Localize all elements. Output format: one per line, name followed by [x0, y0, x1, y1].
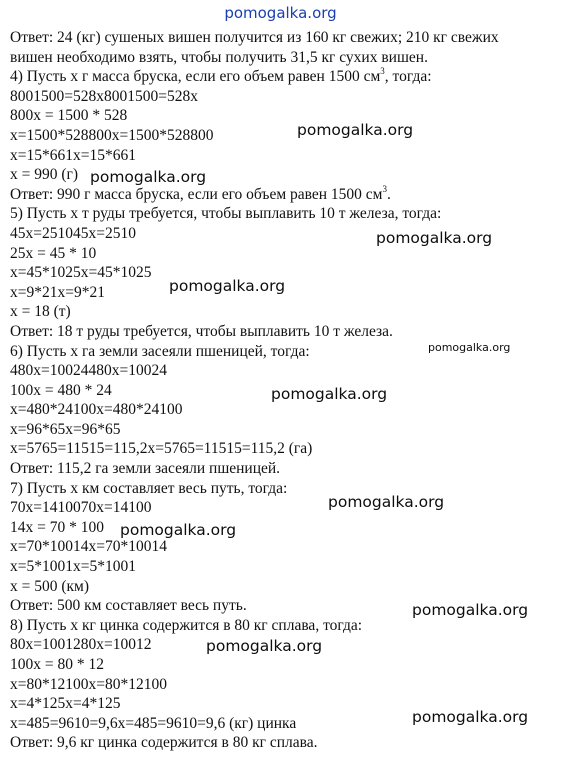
watermark: pomogalka.org: [428, 341, 511, 354]
line-text: 80x=1001280x=10012: [10, 636, 152, 654]
text-line: [10, 537, 555, 557]
line-text: x=5*1001x=5*1001: [10, 558, 136, 576]
line-text: Ответ: 115,2 га земли засеяли пшеницей.: [10, 460, 281, 478]
watermark: pomogalka.org: [297, 121, 414, 139]
text-line: [10, 361, 555, 381]
line-text: 6) Пусть х га земли засеяли пшеницей, тогда:: [10, 342, 310, 360]
line-text: x=485=9610=9,6x=485=9610=9,6 (кг) цинка: [10, 714, 297, 732]
text-line: [10, 322, 555, 342]
superscript: 3: [380, 66, 385, 77]
text-line: [10, 48, 555, 68]
line-text: 100x = 480 * 24: [10, 381, 112, 399]
watermark: pomogalka.org: [376, 229, 493, 247]
watermark: pomogalka.org: [169, 277, 286, 295]
line-text: Ответ: 500 км составляет весь путь.: [10, 597, 247, 615]
line-text: 5) Пусть х т руды требуется, чтобы выплавить 10 т железа, тогда:: [10, 205, 442, 223]
watermark: pomogalka.org: [271, 385, 388, 403]
line-text: Ответ: 24 (кг) сушеных вишен получится из 160 кг свежих; 210 кг свежих: [10, 29, 499, 46]
line-text: x = 500 (км): [10, 577, 90, 595]
line-text: Ответ: 990 г масса бруска, если его объем равен 1500 см: [10, 185, 383, 203]
line-text: вишен необходимо взять, чтобы получить 31,5 кг сухих вишен.: [10, 48, 428, 66]
text-line: [10, 675, 555, 695]
line-text: 8001500=528x8001500=528x: [10, 87, 198, 105]
text-line: [10, 204, 555, 224]
text-line: [10, 106, 555, 126]
text-line: [10, 518, 555, 538]
watermark: pomogalka.org: [120, 521, 237, 539]
line-text: Ответ: 9,6 кг цинка содержится в 80 кг сплава.: [10, 734, 318, 752]
line-text: 45x=251045x=2510: [10, 224, 136, 242]
line-text: x=96*65x=96*65: [10, 420, 121, 438]
line-text: 25x = 45 * 10: [10, 244, 97, 262]
watermark: pomogalka.org: [412, 708, 529, 726]
text-line: [10, 733, 555, 753]
text-line: [10, 439, 555, 459]
superscript: 3: [382, 183, 387, 194]
text-line: [10, 498, 555, 518]
line-text: 4) Пусть х г масса бруска, если его объем равен 1500 см: [10, 68, 381, 86]
text-line: [10, 146, 555, 166]
line-text: x=9*21x=9*21: [10, 283, 105, 301]
line-text: 480x=10024480x=10024: [10, 362, 167, 380]
line-text: x = 990 (г): [10, 166, 79, 184]
line-text: x=4*125x=4*125: [10, 695, 121, 713]
line-text: x=1500*528800x=1500*528800: [10, 126, 214, 144]
line-text: .: [386, 185, 391, 203]
text-line: [10, 577, 555, 597]
line-text: x=80*12100x=80*12100: [10, 675, 167, 693]
line-text: x=15*661x=15*661: [10, 146, 136, 164]
line-text: x=70*10014x=70*10014: [10, 538, 167, 556]
line-text: 8) Пусть х кг цинка содержится в 80 кг сплава, тогда:: [10, 616, 363, 634]
line-text: 14x = 70 * 100: [10, 518, 104, 536]
line-text: Ответ: 18 т руды требуется, чтобы выплавить 10 т железа.: [10, 322, 393, 340]
line-text: , тогда:: [384, 68, 432, 86]
line-text: x=480*24100x=480*24100: [10, 401, 183, 419]
watermark: pomogalka.org: [412, 601, 529, 619]
text-line: [10, 28, 555, 48]
line-text: x = 18 (т): [10, 303, 71, 321]
text-line: [10, 479, 555, 499]
text-line: [10, 185, 555, 205]
text-line: [10, 420, 555, 440]
line-text: 70x=1410070x=14100: [10, 499, 152, 517]
line-text: 7) Пусть х км составляет весь путь, тогда:: [10, 479, 288, 497]
line-text: x=45*1025x=45*1025: [10, 264, 152, 282]
text-line: [10, 302, 555, 322]
line-text: 800x = 1500 * 528: [10, 107, 128, 125]
text-line: [10, 126, 555, 146]
text-line: [10, 87, 555, 107]
text-line: [10, 67, 555, 87]
site-header[interactable]: pomogalka.org: [224, 4, 337, 22]
line-text: x=5765=11515=115,2x=5765=11515=115,2 (га): [10, 440, 313, 458]
watermark: pomogalka.org: [328, 493, 445, 511]
watermark: pomogalka.org: [206, 637, 323, 655]
text-line: [10, 655, 555, 675]
text-line: [10, 400, 555, 420]
text-line: [10, 557, 555, 577]
line-text: 100x = 80 * 12: [10, 656, 104, 673]
watermark: pomogalka.org: [90, 168, 207, 186]
text-line: [10, 459, 555, 479]
